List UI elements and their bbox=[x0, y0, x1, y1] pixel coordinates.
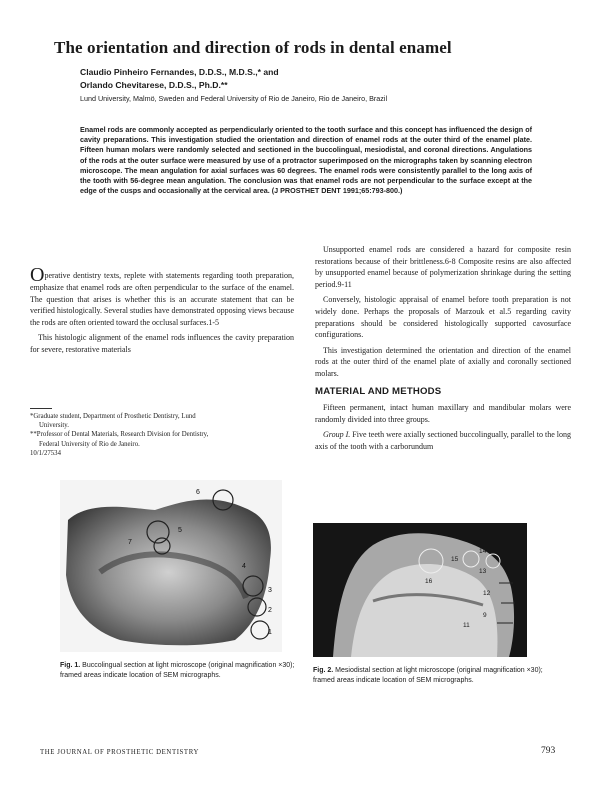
figure-1-micrograph bbox=[60, 480, 282, 652]
paragraph: Unsupported enamel rods are considered a hazard for composite resin restorations because of their brittleness.6-8 Composite resins are also affected by unsupported enamel because of polymerization shrinkage during the setting period.9-11 bbox=[315, 245, 571, 289]
tooth-section-shape bbox=[66, 499, 271, 645]
figure-2-micrograph bbox=[313, 523, 527, 657]
intro-text: perative dentistry texts, replete with statements regarding tooth preparation, emphasize that enamel rods are often perpendicular to the surface of the enamel. The question that arises is whether this is an accurate statement that can be verified histologically. Several studies have demonstrated opposing views because the rods are often oriented toward the occlusal surfaces.1-5 bbox=[30, 271, 294, 327]
group-text: Five teeth were axially sectioned buccolingually, parallel to the long axis of the tooth with a carborundum bbox=[315, 430, 571, 451]
drop-cap: O bbox=[30, 264, 45, 286]
footnote-rule bbox=[30, 408, 52, 409]
footnotes bbox=[30, 408, 294, 458]
figure-label: 4 bbox=[242, 563, 246, 570]
author-1: Claudio Pinheiro Fernandes, D.D.S., M.D.S.,* and bbox=[80, 67, 279, 77]
figure-label: 7 bbox=[128, 539, 132, 546]
footnote-2-cont: Federal University of Rio de Janeiro. bbox=[39, 440, 140, 448]
intro-paragraph bbox=[30, 264, 294, 328]
article-title: The orientation and direction of rods in dental enamel bbox=[54, 38, 452, 57]
body-column-right bbox=[315, 244, 571, 457]
caption-label: Fig. 1. bbox=[60, 662, 81, 669]
paragraph: Conversely, histologic appraisal of enamel before tooth preparation is not widely done. Perhaps the proposals of Marzouk et al.5 regarding cavity preparations should be considered histologically supported cavosurface configurations. bbox=[315, 295, 571, 340]
figure-label: 2 bbox=[268, 607, 272, 614]
paragraph: This investigation determined the orientation and direction of the enamel rods at the outer third of the enamel plate of axially and coronally sectioned molars. bbox=[315, 345, 571, 378]
body-column-left bbox=[30, 264, 294, 360]
article-code: 10/1/27534 bbox=[30, 449, 61, 457]
caption-text: Buccolingual section at light microscope (original magnification ×30); framed areas indicate location of SEM micrographs. bbox=[60, 662, 295, 679]
author-list bbox=[80, 66, 540, 92]
page-number: 793 bbox=[541, 746, 556, 756]
caption-text: Mesiodistal section at light microscope (original magnification ×30); framed areas indicate location of SEM micrographs. bbox=[313, 667, 543, 684]
abstract: Enamel rods are commonly accepted as perpendicularly oriented to the tooth surface and this concept has influenced the design of cavity preparations. This investigation studied the orientation and direction of enamel rods at the outer third of the enamel plate. Fifteen human molars were randomly selected and sectioned in the buccolingual, mesiodistal, and coronal directions. Angulations of the rods at the outer surface were measured by use of a protractor superimposed on the micrographs taken by scanning electron microscope. The mean angulation for axial surfaces was 60 degrees. The enamel rods were consistently parallel to the long axis of the tooth with 56-degree mean angulation. The conclusion was that enamel rods are not perpendicular to the surface except at the edge of the cusps and occasionally at the cervical area. (J PROSTHET DENT 1991;65:793-800.) bbox=[80, 125, 532, 196]
journal-name: THE JOURNAL OF PROSTHETIC DENTISTRY bbox=[40, 749, 199, 756]
figure-2-caption bbox=[313, 666, 553, 685]
figure-label: 9 bbox=[483, 612, 487, 619]
figure-label: 14 bbox=[479, 548, 487, 555]
figure-label: 5 bbox=[178, 527, 182, 534]
figure-label: 16 bbox=[425, 578, 433, 585]
figure-label: 1 bbox=[268, 629, 272, 636]
affiliation: Lund University, Malmö, Sweden and Federal University of Rio de Janeiro, Rio de Janeiro, Brazil bbox=[80, 94, 388, 103]
figure-label: 15 bbox=[451, 556, 459, 563]
caption-label: Fig. 2. bbox=[313, 667, 334, 674]
figure-label: 11 bbox=[463, 622, 470, 629]
paragraph bbox=[315, 429, 571, 452]
paragraph: This histologic alignment of the enamel rods influences the cavity preparation for severe, restorative materials bbox=[30, 333, 294, 354]
paragraph: Fifteen permanent, intact human maxillary and mandibular molars were randomly divided into three groups. bbox=[315, 403, 571, 424]
footnote-2: **Professor of Dental Materials, Research Division for Dentistry, bbox=[30, 431, 209, 439]
author-2: Orlando Chevitarese, D.D.S., Ph.D.** bbox=[80, 80, 228, 90]
group-label: Group I. bbox=[323, 430, 351, 440]
footnote-1-cont: University. bbox=[39, 422, 69, 430]
figure-label: 3 bbox=[268, 587, 272, 594]
footnote-1: *Graduate student, Department of Prosthetic Dentistry, Lund bbox=[30, 413, 196, 420]
figure-label: 12 bbox=[483, 590, 491, 597]
figure-label: 13 bbox=[479, 568, 487, 575]
section-heading: MATERIAL AND METHODS bbox=[315, 385, 442, 397]
figure-label: 6 bbox=[196, 489, 200, 496]
figure-1-caption bbox=[60, 661, 300, 680]
